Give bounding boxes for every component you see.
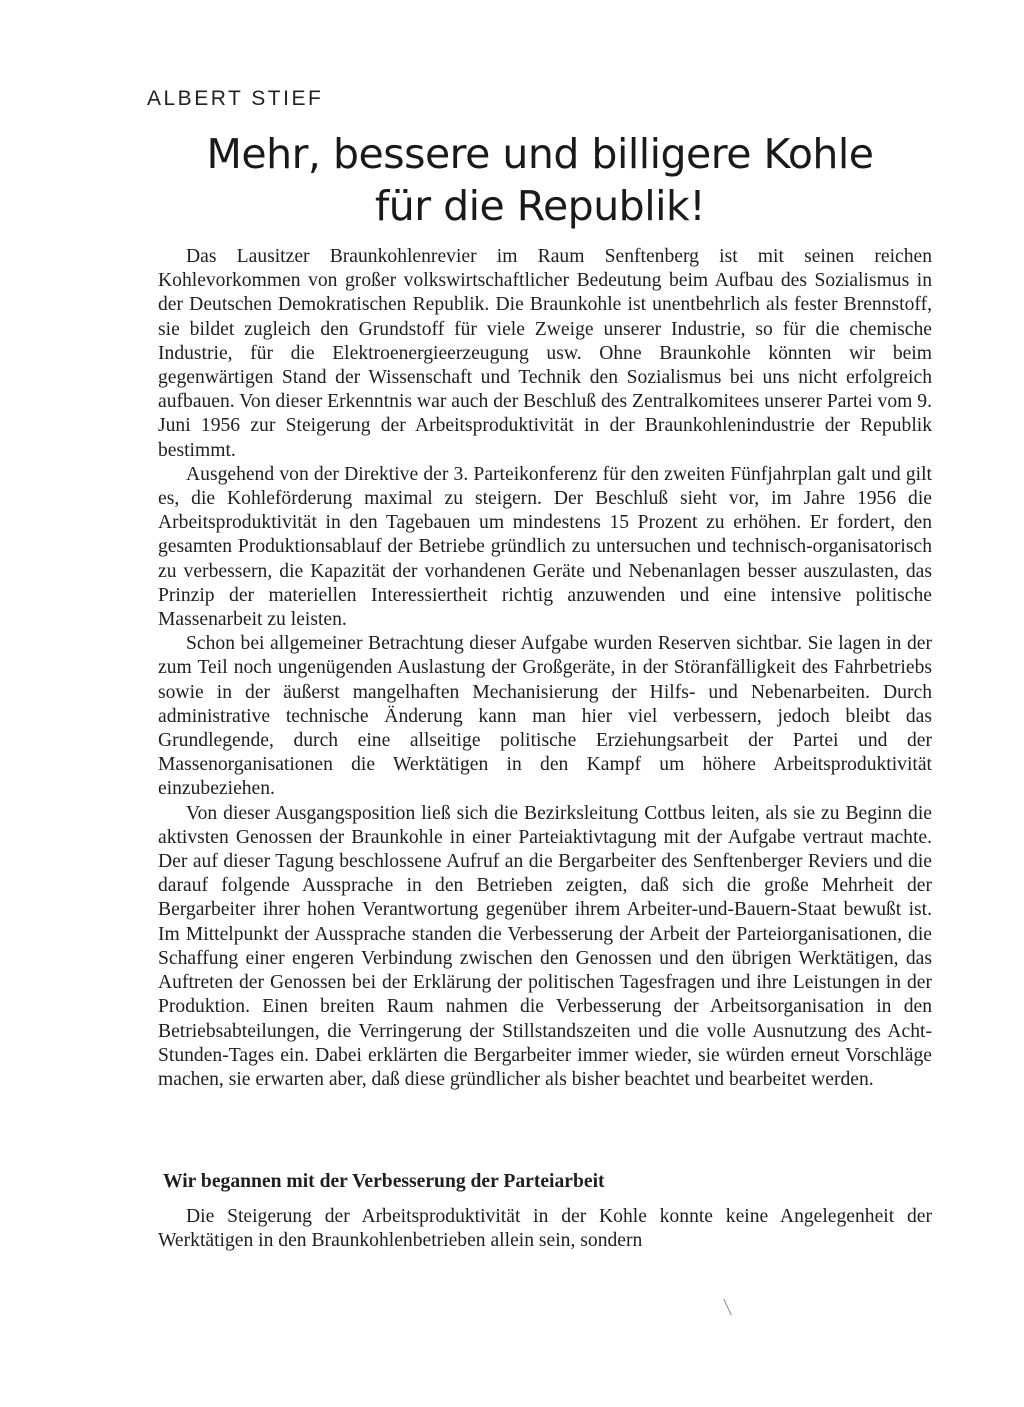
paragraph-1: Das Lausitzer Braunkohlenrevier im Raum Senftenberg ist mit seinen reichen Kohlevorkommen von großer volkswirtschaftlicher Bedeutung beim Aufbau des Sozialismus in der Deutschen Demokratischen Republik. Die Braunkohle ist unentbehrlich als fester Brennstoff, sie bildet zugleich den Grundstoff für viele Zweige unserer Industrie, so für die chemische Industrie, für die Elektroenergieerzeugung usw. Ohne Braunkohle könnten wir beim gegenwärtigen Stand der Wissenschaft und Technik den Sozialismus bei uns nicht erfolgreich aufbauen. Von dieser Erkenntnis war auch der Beschluß des Zentralkomitees unserer Partei vom 9. Juni 1956 zur Steigerung der Arbeitsproduktivität in der Braunkohlenindustrie der Republik bestimmt. xyxy=(158,246,932,461)
section-paragraph: Die Steigerung der Arbeitsproduktivität in der Kohle konnte keine Angelegenheit der Werktätigen in den Braunkohlenbetrieben allein sein, sondern xyxy=(158,1206,932,1252)
section-heading: Wir begannen mit der Verbesserung der Parteiarbeit xyxy=(163,1171,605,1192)
section-body xyxy=(158,1205,932,1253)
paragraph-2: Ausgehend von der Direktive der 3. Parteikonferenz für den zweiten Fünfjahrplan galt und gilt es, die Kohleförderung maximal zu steigern. Der Beschluß sieht vor, im Jahre 1956 die Arbeitsproduktivität in den Tagebauen um mindestens 15 Prozent zu erhöhen. Er fordert, den gesamten Produktionsablauf der Betriebe gründlich zu untersuchen und technisch-organisatorisch zu verbessern, die Kapazität der vorhandenen Geräte und Nebenanlagen besser auszulasten, das Prinzip der materiellen Interessiertheit richtig anzuwenden und eine intensive politische Massenarbeit zu leisten. xyxy=(158,463,932,631)
paragraph-4: Von dieser Ausgangsposition ließ sich die Bezirksleitung Cottbus leiten, als sie zu Beginn die aktivsten Genossen der Braunkohle in einer Parteiaktivtagung mit der Aufgabe vertraut machte. Der auf dieser Tagung beschlossene Aufruf an die Bergarbeiter des Senftenberger Reviers und die darauf folgende Aussprache in den Betrieben zeigten, daß sich die große Mehrheit der Bergarbeiter ihrer hohen Verantwortung gegenüber ihrem Arbeiter-und-Bauern-Staat bewußt ist. Im Mittelpunkt der Aussprache standen die Verbesserung der Arbeit der Parteiorganisationen, die Schaffung einer engeren Verbindung zwischen den Genossen und den übrigen Werktätigen, das Auftreten der Genossen bei der Erklärung der politischen Tagesfragen und ihre Leistungen in der Produktion. Einen breiten Raum nahmen die Verbesserung der Arbeitsorganisation in den Betriebsabteilungen, die Verringerung der Stillstandszeiten und die volle Ausnutzung des Acht-Stunden-Tages ein. Dabei erklärten die Bergarbeiter immer wieder, sie würden erneut Vorschläge machen, sie erwarten aber, daß diese gründlicher als bisher beachtet und bearbeitet werden. xyxy=(158,802,932,1090)
title-line-1: Mehr, bessere und billigere Kohle xyxy=(206,130,874,178)
paragraph-3: Schon bei allgemeiner Betrachtung dieser Aufgabe wurden Reserven sichtbar. Sie lagen in der zum Teil noch ungenügenden Auslastung der Großgeräte, in der Störanfälligkeit des Fahrbetriebs sowie in der äußerst mangelhaften Mechanisierung der Hilfs- und Nebenarbeiten. Durch administrative technische Änderung kann man hier viel verbessern, jedoch bleibt das Grundlegende, durch eine allseitige politische Erziehungsarbeit der Partei und der Massenorganisationen die Werktätigen in den Kampf um höhere Arbeitsproduktivität einzubeziehen. xyxy=(158,633,932,800)
author-name: ALBERT STIEF xyxy=(147,87,324,110)
article-title xyxy=(140,128,940,232)
scan-mark xyxy=(723,1299,732,1316)
title-line-2: für die Republik! xyxy=(374,182,706,230)
article-body xyxy=(158,245,932,1092)
